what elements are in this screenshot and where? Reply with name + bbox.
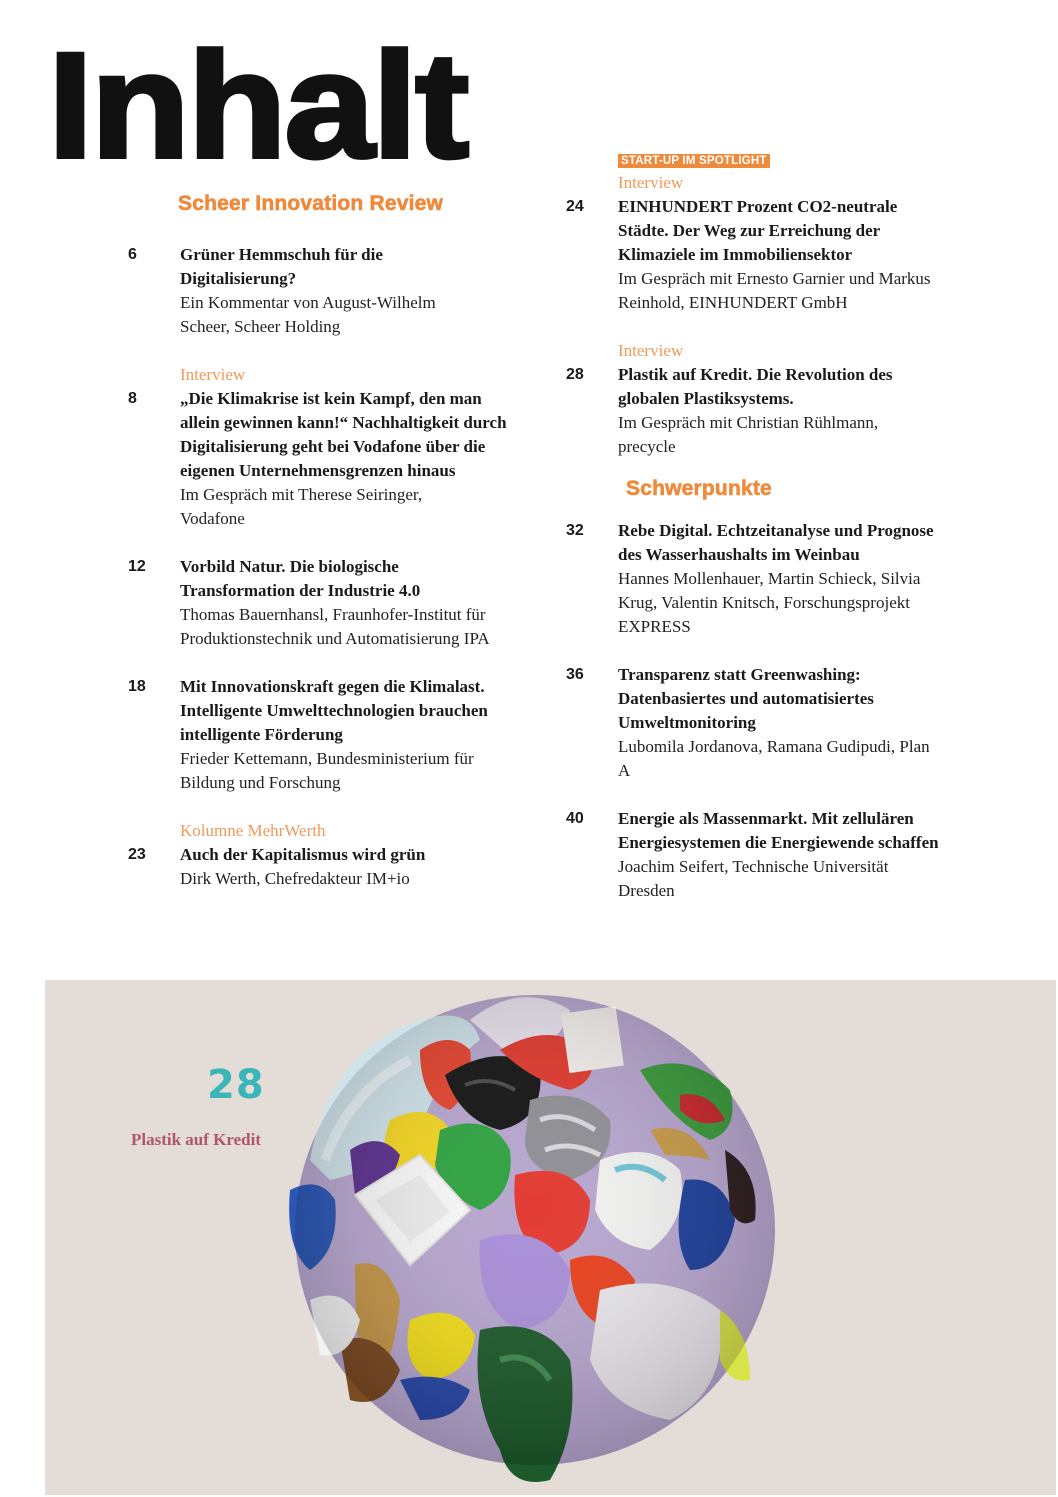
toc-entry-page-24[interactable] [566,147,946,315]
entry-kicker: Kolumne MehrWerth [180,821,326,840]
page-number: 40 [566,810,584,827]
entry-title: Auch der Kapitalismus wird grün [180,845,426,864]
section-heading-focus: Schwerpunkte [626,477,772,500]
toc-right-column [566,147,946,903]
toc-left-column [128,243,508,891]
toc-entry-page-32[interactable] [566,519,946,639]
entry-author: Joachim Seifert, Technische Universität Dresden [618,857,889,900]
feature-page-number: 28 [207,1062,265,1108]
entry-title: Rebe Digital. Echtzeitanalyse und Prognose des Wasserhaushalts im Weinbau [618,521,934,564]
toc-entry-page-8[interactable] [128,363,508,531]
entry-author: Frieder Kettemann, Bundesministerium für Bildung und Forschung [180,749,474,792]
plastic-waste-ball-photo [270,980,790,1495]
entry-title: Energie als Massenmarkt. Mit zellulären Energiesystemen die Energiewende schaffen [618,809,939,852]
page-number: 6 [128,246,137,263]
toc-entry-page-23[interactable] [128,819,508,891]
page-number: 24 [566,198,584,215]
toc-entry-page-18[interactable] [128,675,508,795]
entry-author: Hannes Mollenhauer, Martin Schieck, Silvia Krug, Valentin Knitsch, Forschungsprojekt EXPRESS [618,569,921,636]
page-number: 36 [566,666,584,683]
startup-spotlight-badge: START-UP IM SPOTLIGHT [618,154,770,168]
toc-entry-page-12[interactable] [128,555,508,651]
entry-author: Im Gespräch mit Christian Rühlmann, precycle [618,413,879,456]
entry-kicker: Interview [618,341,684,360]
section-heading-review: Scheer Innovation Review [178,192,444,215]
entry-title: „Die Klimakrise ist kein Kampf, den man allein gewinnen kann!“ Nachhaltigkeit durch Digitalisierung geht bei Vodafone über die eigenen Unternehmensgrenzen hinaus [180,389,507,480]
page-title: Inhalt [48,21,468,189]
entry-kicker: Interview [180,365,246,384]
toc-entry-page-28[interactable] [566,339,946,459]
entry-title: Mit Innovationskraft gegen die Klimalast. Intelligente Umwelttechnologien brauchen intelligente Förderung [180,677,488,744]
toc-entry-page-36[interactable] [566,663,946,783]
entry-title: Grüner Hemmschuh für die Digitalisierung? [180,245,383,288]
page-number: 23 [128,846,146,863]
feature-image-panel[interactable] [45,980,1056,1495]
entry-author: Im Gespräch mit Therese Seiringer, Vodafone [180,485,423,528]
entry-title: Transparenz statt Greenwashing: Datenbasiertes und automatisiertes Umweltmonitoring [618,665,874,732]
entry-author: Lubomila Jordanova, Ramana Gudipudi, Plan A [618,737,930,780]
page-number: 18 [128,678,146,695]
page-number: 32 [566,522,584,539]
toc-entry-page-6[interactable] [128,243,508,339]
entry-author: Im Gespräch mit Ernesto Garnier und Markus Reinhold, EINHUNDERT GmbH [618,269,931,312]
feature-caption: Plastik auf Kredit [131,1130,262,1149]
entry-author: Ein Kommentar von August-Wilhelm Scheer, Scheer Holding [180,293,436,336]
entry-author: Thomas Bauernhansl, Fraunhofer-Institut für Produktionstechnik und Automatisierung IPA [180,605,490,648]
toc-entry-page-40[interactable] [566,807,946,903]
entry-title: Vorbild Natur. Die biologische Transformation der Industrie 4.0 [180,557,421,600]
page-number: 12 [128,558,146,575]
entry-title: EINHUNDERT Prozent CO2-neutrale Städte. Der Weg zur Erreichung der Klimaziele im Immobiliensektor [618,197,898,264]
entry-title: Plastik auf Kredit. Die Revolution des globalen Plastiksystems. [618,365,893,408]
page-number: 8 [128,390,137,407]
entry-author: Dirk Werth, Chefredakteur IM+io [180,869,410,888]
page-number: 28 [566,366,584,383]
entry-kicker: Interview [618,173,684,192]
